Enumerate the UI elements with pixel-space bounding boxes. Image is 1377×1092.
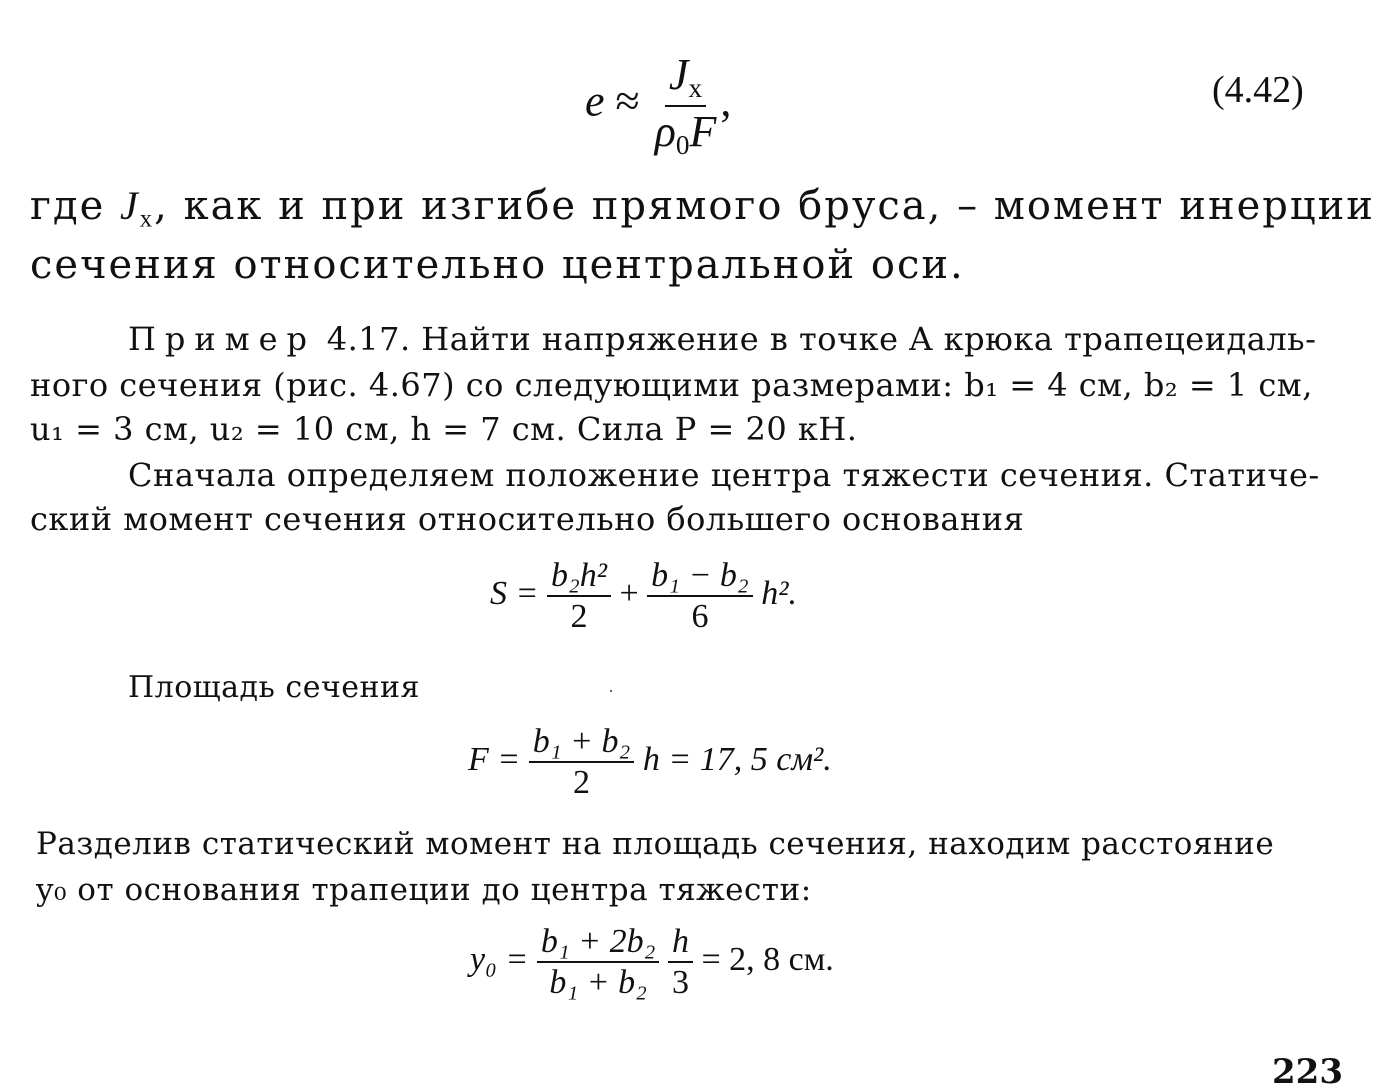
para1-jx-sub: x: [139, 205, 155, 233]
formula-y0-lhs: y₀ =: [470, 940, 529, 978]
formula-f-tail: h = 17, 5 см².: [642, 740, 832, 778]
example-line1-rest: Найти напряжение в точке A крюка трапецеидаль-: [421, 320, 1317, 358]
eq442-tail: ,: [720, 76, 732, 126]
formula-s: [490, 556, 797, 636]
formula-f: [468, 722, 832, 802]
formula-y0-frac2: [668, 922, 693, 1002]
formula-y0-frac1-den: b₁ + b₂: [549, 964, 647, 1002]
eq442-num-sub: x: [688, 73, 703, 104]
equation-number: (4.42): [1212, 69, 1304, 111]
formula-f-frac: [529, 722, 635, 802]
formula-s-frac2-den: 6: [691, 598, 709, 636]
para1-rest: , как и при изгибе прямого бруса, – момент инерции: [154, 183, 1375, 229]
para1-line2: сечения относительно центральной оси.: [30, 242, 965, 288]
formula-y0-frac1: [537, 922, 660, 1002]
eq442-fraction: [651, 50, 721, 161]
stray-dot: [610, 690, 612, 692]
para2-line1: Сначала определяем положение центра тяжести сечения. Статиче-: [128, 456, 1320, 494]
formula-s-frac1-den: 2: [570, 598, 588, 636]
example-line3: u₁ = 3 см, u₂ = 10 см, h = 7 см. Сила P = 20 кН.: [30, 410, 858, 448]
eq442-den-rho: ρ: [654, 106, 676, 156]
formula-s-tail: h².: [761, 574, 797, 612]
formula-s-frac2: [647, 556, 753, 636]
para2-line2: ский момент сечения относительно большего основания: [30, 500, 1025, 538]
formula-y0-frac1-num: b₁ + 2b₂: [537, 922, 660, 963]
formula-s-lhs: S =: [490, 574, 539, 612]
eq442-num-j: J: [668, 50, 689, 99]
para3-line2: y₀ от основания трапеции до центра тяжести:: [36, 872, 812, 908]
eq442-lhs: e: [585, 76, 605, 126]
formula-s-frac1-num: b₂h²: [547, 556, 611, 597]
para1-jx: [119, 183, 155, 233]
formula-f-den: 2: [573, 764, 591, 802]
formula-y0-frac2-den: 3: [671, 964, 689, 1002]
eq442-den-f: F: [689, 106, 717, 156]
page-number: 223: [1272, 1052, 1343, 1092]
para3-line1: Разделив статический момент на площадь сечения, находим расстояние: [36, 826, 1275, 862]
para1-start: где: [30, 183, 106, 229]
formula-f-lhs: F =: [468, 740, 521, 778]
equation-4-42: [585, 50, 731, 161]
eq442-den-sub: 0: [675, 129, 690, 160]
example-line1: [128, 320, 1316, 358]
formula-y0-tail: = 2, 8 см.: [701, 940, 834, 978]
para1-line1: [30, 182, 1375, 233]
eq442-approx: ≈: [615, 76, 640, 126]
example-label: Пример: [128, 320, 317, 358]
formula-s-frac2-num: b₁ − b₂: [647, 556, 753, 597]
formula-f-num: b₁ + b₂: [529, 722, 635, 763]
formula-s-frac1: [547, 556, 611, 636]
example-number: 4.17.: [326, 320, 411, 358]
example-line2: ного сечения (рис. 4.67) со следующими размерами: b₁ = 4 см, b₂ = 1 см,: [30, 366, 1313, 404]
formula-y0-frac2-num: h: [668, 922, 693, 963]
formula-s-plus: +: [619, 574, 639, 612]
area-label: Площадь сечения: [128, 670, 420, 705]
formula-y0: [470, 922, 834, 1002]
para1-jx-main: J: [119, 183, 140, 228]
